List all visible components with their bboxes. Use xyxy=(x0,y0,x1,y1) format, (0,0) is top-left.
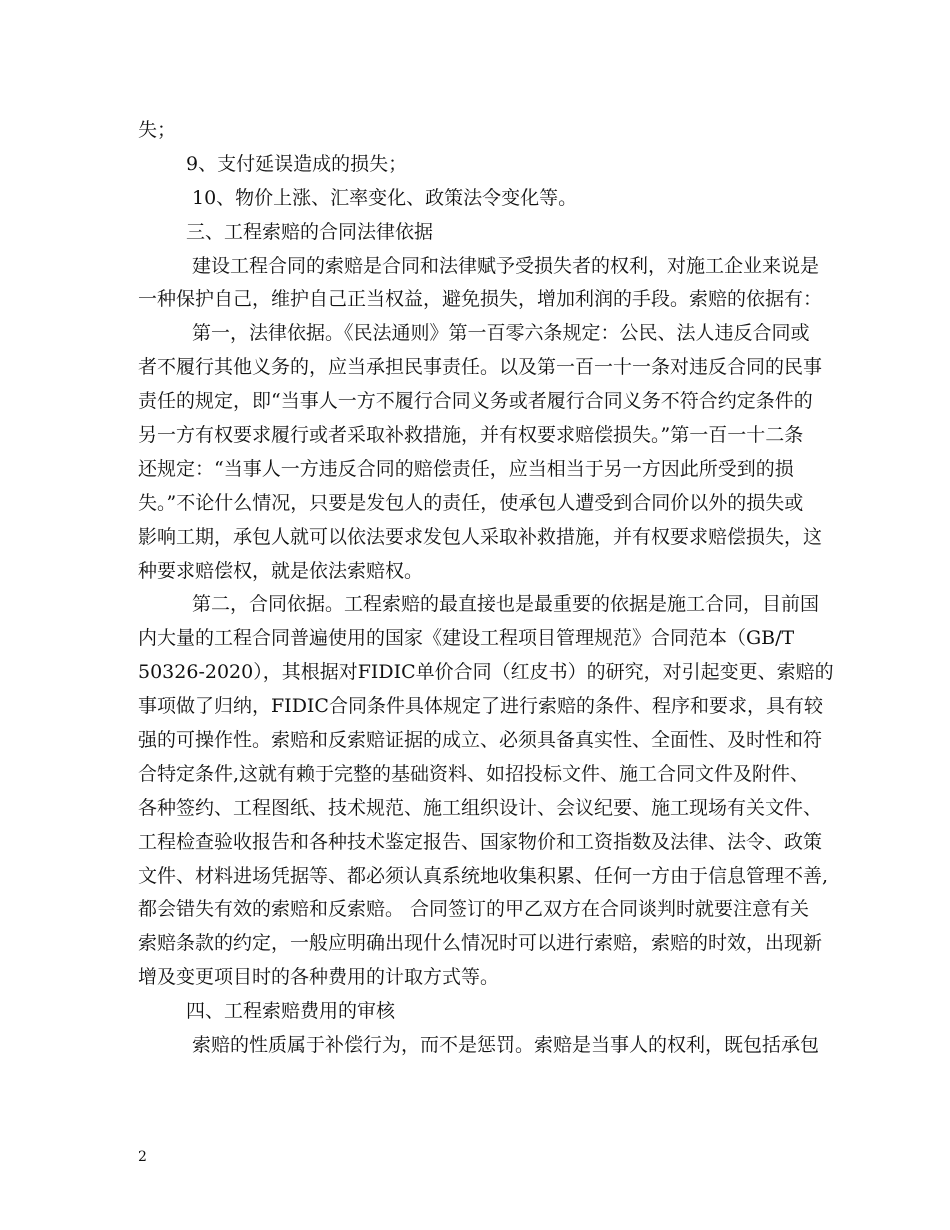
paragraph-line: 影响工期，承包人就可以依法要求发包人采取补救措施，并有权要求赔偿损失，这 xyxy=(138,525,823,548)
paragraph-line: 失。”不论什么情况，只要是发包人的责任，使承包人遭受到合同价以外的损失或 xyxy=(138,491,804,514)
paragraph-line: 文件、材料进场凭据等、都必须认真系统地收集积累、任何一方由于信息管理不善, xyxy=(138,864,829,887)
paragraph-line: 增及变更项目时的各种费用的计取方式等。 xyxy=(138,966,500,989)
paragraph-line: 索赔条款的约定，一般应明确出现什么情况时可以进行索赔，索赔的时效，出现新 xyxy=(138,932,823,955)
list-item-9: 9、支付延误造成的损失； xyxy=(186,152,408,175)
section-heading-3: 三、工程索赔的合同法律依据 xyxy=(186,220,434,243)
paragraph-line: 种要求赔偿权，就是依法索赔权。 xyxy=(138,559,424,582)
paragraph-line: 工程检查验收报告和各种技术鉴定报告、国家物价和工资指数及法律、法令、政策 xyxy=(138,830,823,853)
paragraph-line: 索赔的性质属于补偿行为，而不是惩罚。索赔是当事人的权利，既包括承包 xyxy=(192,1034,820,1057)
page-number: 2 xyxy=(138,1149,147,1165)
paragraph-line: 还规定：“当事人一方违反合同的赔偿责任，应当相当于另一方因此所受到的损 xyxy=(138,457,794,480)
paragraph-line: 50326-2020），其根据对FIDIC单价合同（红皮书）的研究，对引起变更、索赔的 xyxy=(138,661,834,684)
paragraph-line: 强的可操作性。索赔和反索赔证据的成立、必须具备真实性、全面性、及时性和符 xyxy=(138,729,823,752)
paragraph-line: 都会错失有效的索赔和反索赔。 合同签订的甲乙双方在合同谈判时就要注意有关 xyxy=(138,898,810,921)
paragraph-line: 一种保护自己，维护自己正当权益，避免损失，增加利润的手段。索赔的依据有： xyxy=(138,288,823,311)
paragraph-line: 建设工程合同的索赔是合同和法律赋予受损失者的权利，对施工企业来说是 xyxy=(192,254,820,277)
paragraph-line: 内大量的工程合同普遍使用的国家《建设工程项目管理规范》合同范本（GB/T xyxy=(138,627,795,650)
list-item-10: 10、物价上涨、汇率变化、政策法令变化等。 xyxy=(192,186,578,209)
paragraph-line: 另一方有权要求履行或者采取补救措施，并有权要求赔偿损失。”第一百一十二条 xyxy=(138,424,804,447)
paragraph-line: 第二，合同依据。工程索赔的最直接也是最重要的依据是施工合同，目前国 xyxy=(192,593,820,616)
section-heading-4: 四、工程索赔费用的审核 xyxy=(186,1000,396,1023)
paragraph-line: 各种签约、工程图纸、技术规范、施工组织设计、会议纪要、施工现场有关文件、 xyxy=(138,796,823,819)
paragraph-line: 者不履行其他义务的，应当承担民事责任。以及第一百一十一条对违反合同的民事 xyxy=(138,356,823,379)
text-line: 失； xyxy=(138,119,177,141)
paragraph-line: 第一，法律依据。《民法通则》第一百零六条规定：公民、法人违反合同或 xyxy=(192,322,810,345)
paragraph-line: 合特定条件,这就有赖于完整的基础资料、如招投标文件、施工合同文件及附件、 xyxy=(138,762,810,785)
document-body xyxy=(138,114,834,1063)
paragraph-line: 事项做了归纳，FIDIC合同条件具体规定了进行索赔的条件、程序和要求，具有较 xyxy=(138,695,823,718)
paragraph-line: 责任的规定，即“当事人一方不履行合同义务或者履行合同义务不符合约定条件的 xyxy=(138,390,813,413)
